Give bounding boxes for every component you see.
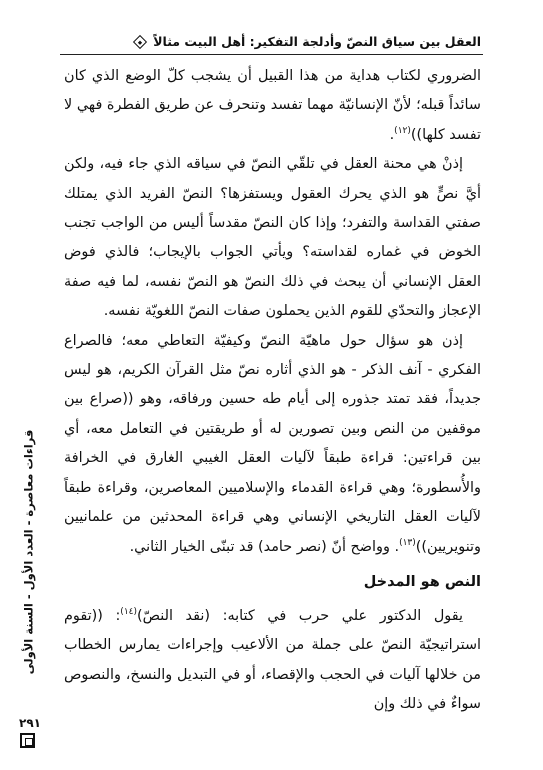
section-heading: النص هو المدخل [363, 573, 481, 590]
header-rule [60, 54, 483, 55]
running-header-title: العقل بين سياق النصّ وأدلجة التفكير: أهل البيت مثالاً [153, 34, 481, 49]
paragraph-1-end: . [389, 126, 395, 143]
footnote-ref-13: (١٣) [399, 537, 416, 548]
paragraph-2: إذنْ هي محنة العقل في تلقّي النصّ في سياقه الذي جاء فيه، ولكن أيَّ نصٍّ هو الذي يحرك العقول ويستفزها؟ النصّ الفريد الذي يمتلك صفتي القداسة والتفرد؛ وإذا كان النصّ مقدساً أليس من الواجب تجنب الخوض في غماره لقداسته؟ ويأتي الجواب بالإيجاب؛ فالذي فوض العقل الإنساني أن يبحث في ذلك النصّ هو النصّ نفسه، لما فيه صفة الإعجاز والتحدّي للقوم الذين يحملون صفات النصّ اللغويّة نفسه. [64, 156, 481, 320]
paragraph-1 [64, 62, 481, 150]
diamond-ornament-icon [133, 34, 147, 48]
paragraph-4 [64, 602, 481, 720]
paragraph-3-text: إذن هو سؤال حول ماهيّة النصّ وكيفيّة التعاطي معه؛ فالصراع الفكري - آنف الذكر - هو الذي أثاره نصّ مثل القرآن الكريم، هو ليس جديداً، فقد تمتد جذوره إلى أيام طه حسين ورفاقه، وهو ((صراع بين موقفين من النص وبين تصورين له أو طريقتين في التعامل معه، أي بين قراءتين: قراءة طبقاً لآليات العقل الغيبي الغارق في الخرافة والأُسطورة؛ وهي قراءة القدماء والإسلاميين المعاصرين، وقراءة طبقاً لآليات العقل التاريخي الإنساني وهي قراءة المحدثين من علمانيين وتنويريين)) [64, 332, 481, 555]
journal-issue-label: قراءات معاصرة - العدد الأول - السنة الأولى [20, 429, 35, 675]
paragraph-4-start: يقول الدكتور علي حرب في كتابه: (نقد النصّ) [137, 607, 463, 624]
page-number: ٢٩١ [19, 716, 41, 730]
journal-logo-icon [20, 733, 35, 748]
paragraph-4-end: : ((تقوم استراتيجيّة النصّ على جملة من الألاعيب وإجراءات يمارس الخطاب من خلالها آليات في الحجب والإقصاء، أو في التبديل والنسخ، والنصوص سواءٌ في ذلك وإن [64, 607, 481, 713]
paragraph-3 [64, 327, 481, 562]
footnote-ref-12: (١٢) [394, 126, 411, 137]
side-running-title [21, 402, 35, 702]
paragraph-1-text: الضروري لكتاب هداية من هذا القبيل أن يشجب كلّ الوضع الذي كان سائداً قبله؛ لأنّ الإنسانيّة مهما تفسد وتنحرف عن طريق الفطرة فهي لا تفسد كلها)) [64, 68, 481, 143]
footnote-ref-14: (١٤) [120, 607, 137, 618]
main-text [64, 62, 481, 720]
paragraph-3-end: . وواضح أنّ (نصر حامد) قد تبنّى الخيار الثاني. [129, 538, 400, 555]
running-header [62, 34, 481, 49]
